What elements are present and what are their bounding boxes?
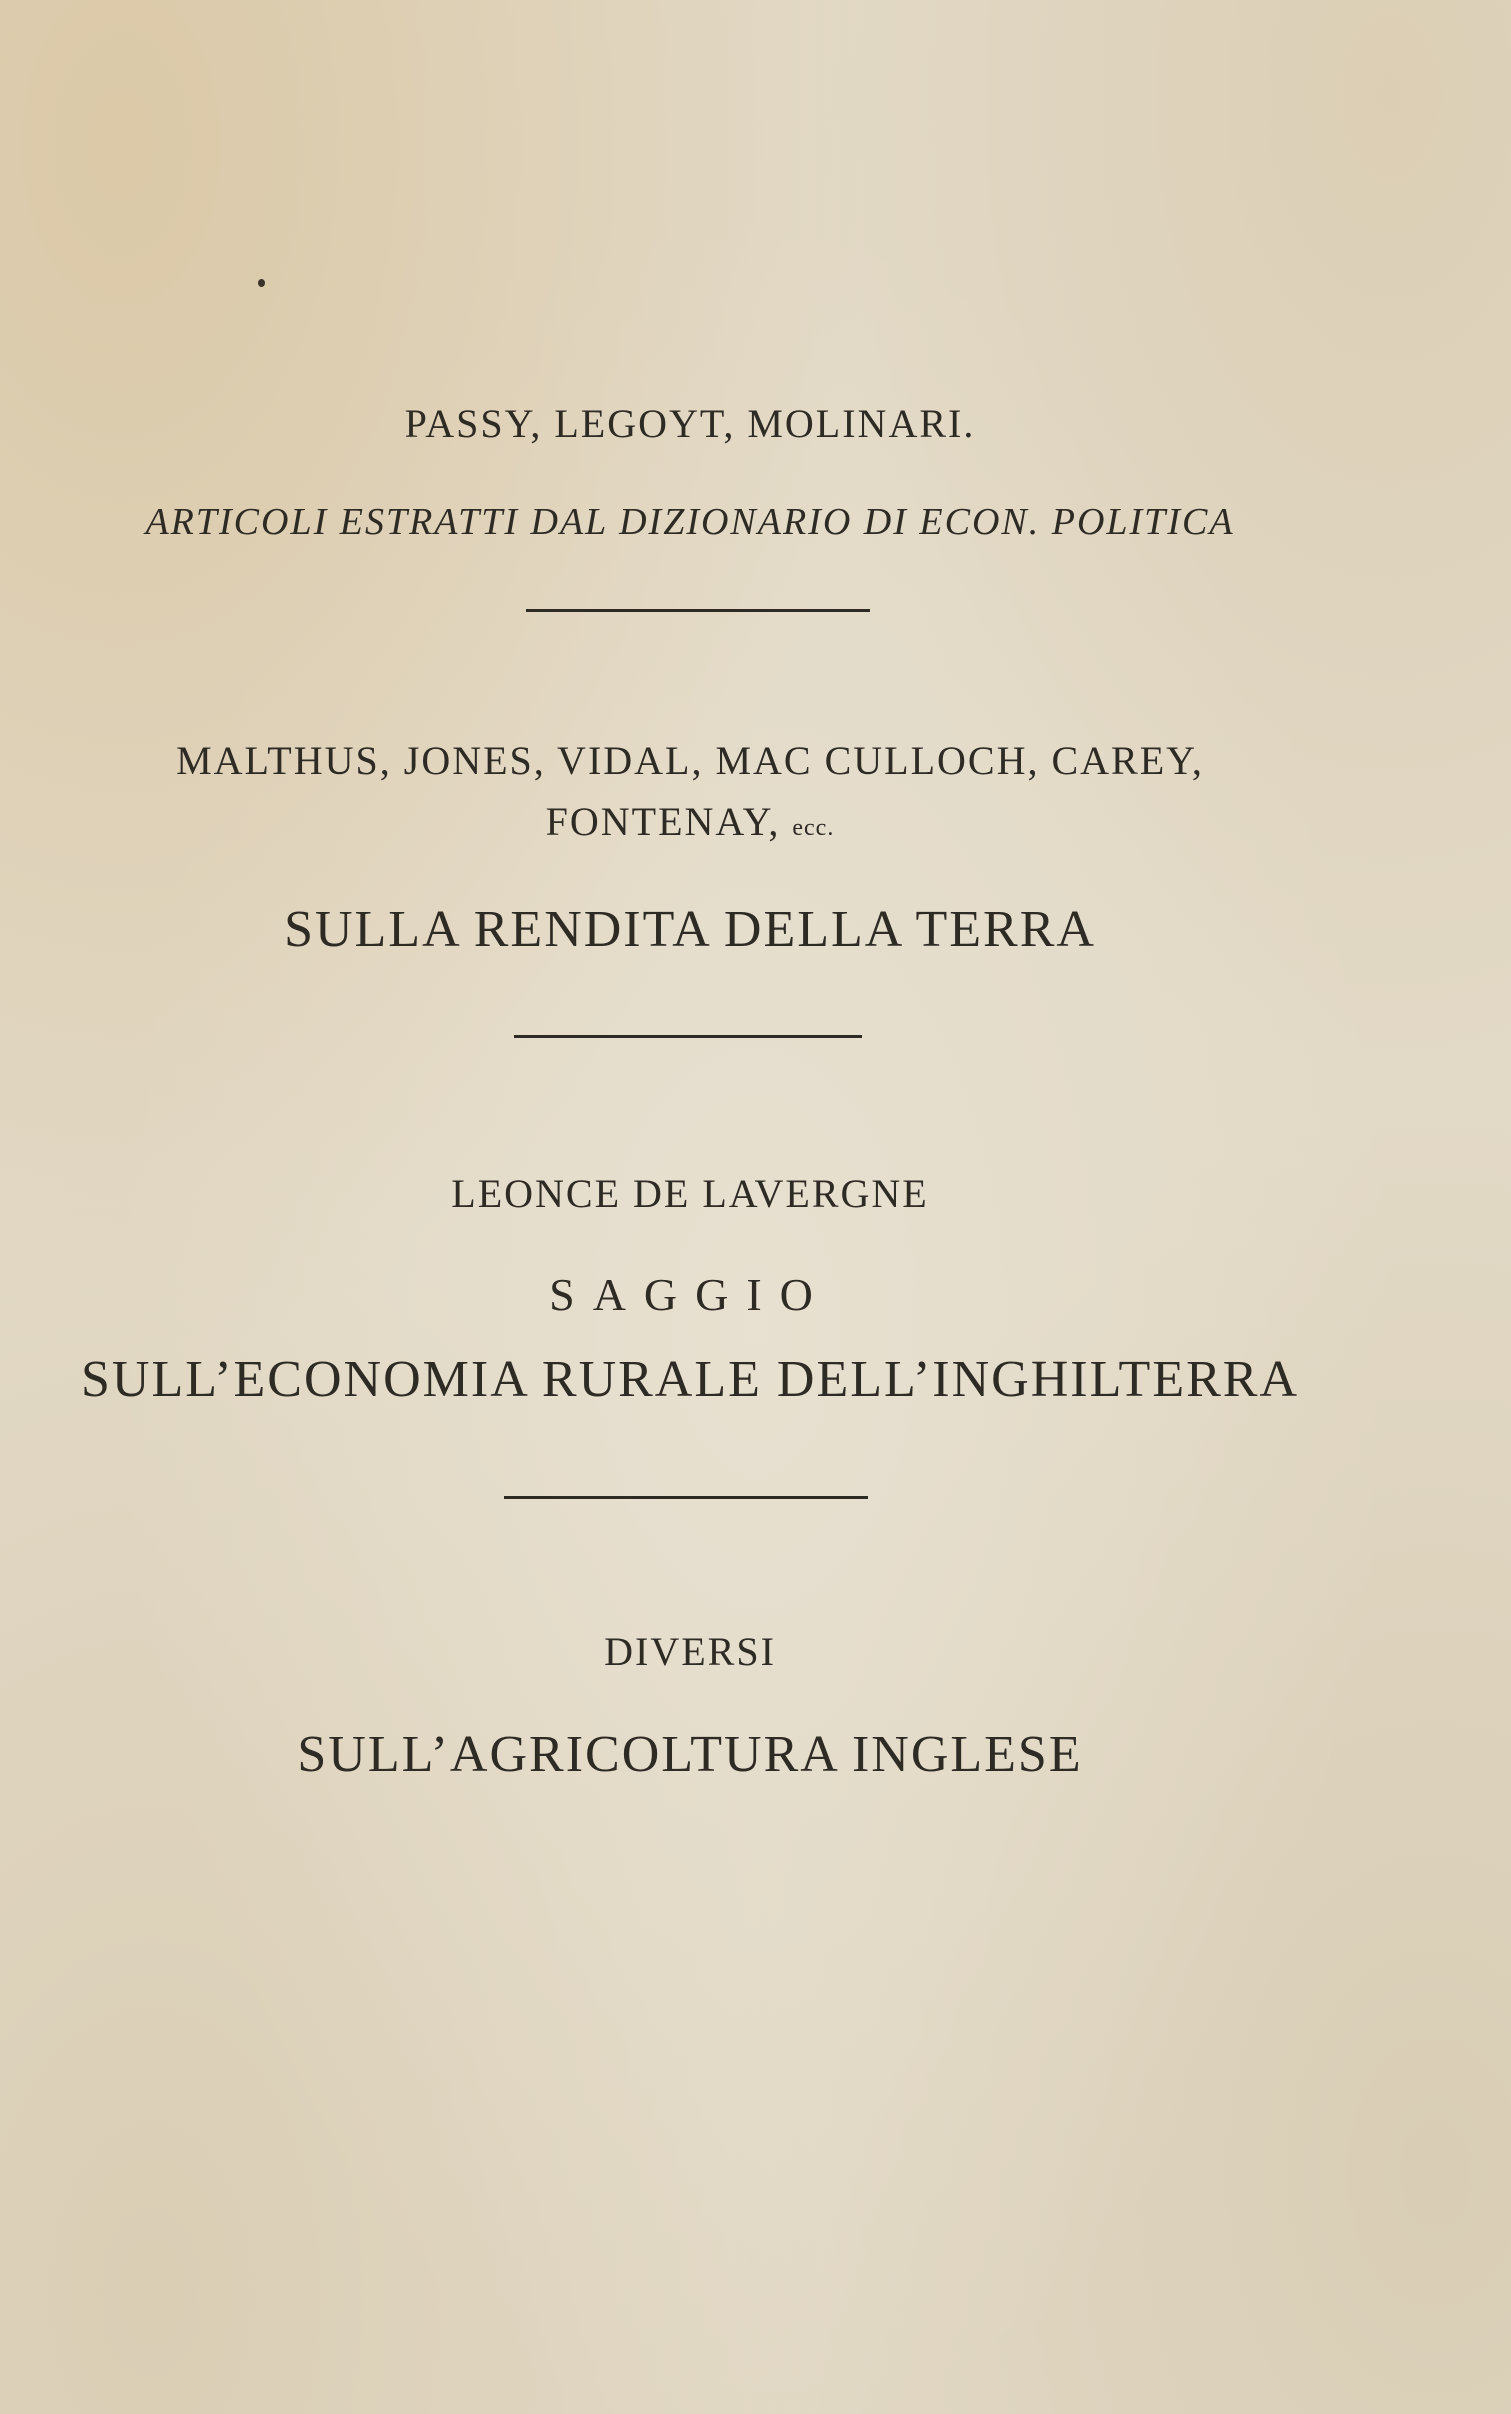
section3-title-line2: SULL’ECONOMIA RURALE DELL’INGHILTERRA (81, 1351, 1299, 1408)
section3-author: LEONCE DE LAVERGNE (451, 1171, 929, 1216)
section4-author: DIVERSI (604, 1629, 776, 1674)
section2-authors-line2-text: FONTENAY, (545, 799, 781, 844)
divider-1 (526, 609, 870, 612)
section2-authors-line1: MALTHUS, JONES, VIDAL, MAC CULLOCH, CAREY, (176, 738, 1204, 783)
section2-ecc: ecc. (792, 815, 835, 841)
section3-title-line1: SAGGIO (549, 1269, 831, 1320)
divider-2 (514, 1035, 862, 1038)
section1-subtitle: ARTICOLI ESTRATTI DAL DIZIONARIO DI ECON. POLITICA (145, 501, 1235, 543)
section4-title: SULL’AGRICOLTURA INGLESE (297, 1726, 1083, 1783)
section2-authors-line2 (0, 798, 1380, 845)
section2-title: SULLA RENDITA DELLA TERRA (284, 901, 1096, 958)
section1-authors: PASSY, LEGOYT, MOLINARI. (404, 401, 976, 446)
divider-3 (504, 1496, 868, 1499)
ink-speck (258, 279, 265, 287)
